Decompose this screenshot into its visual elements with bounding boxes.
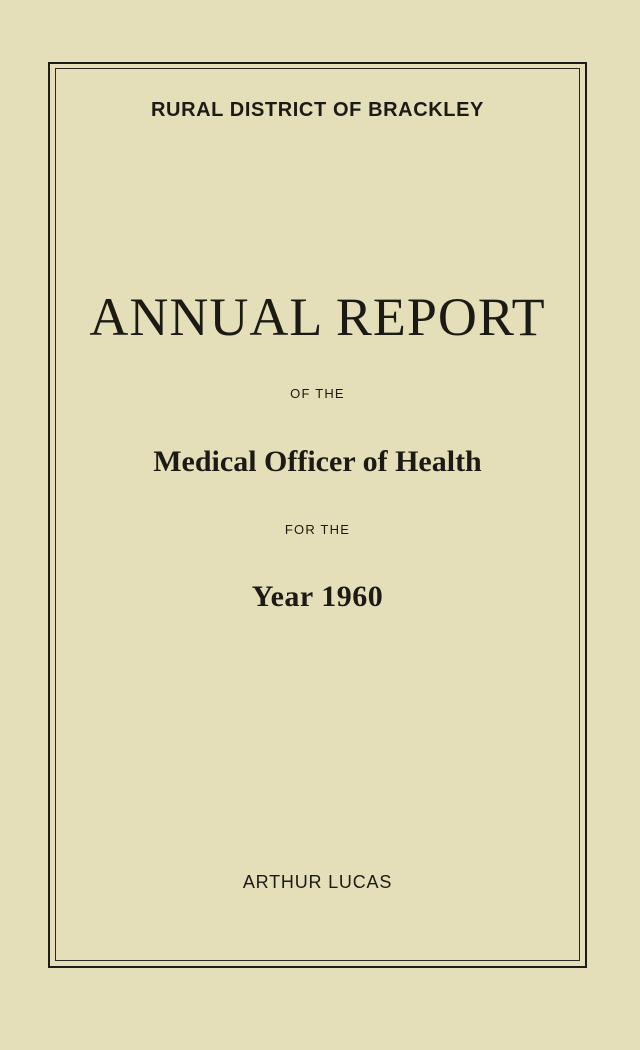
of-the-label: OF THE	[290, 386, 345, 401]
for-the-label: FOR THE	[284, 522, 351, 537]
author-name: ARTHUR LUCAS	[242, 872, 393, 892]
district-heading: RURAL DISTRICT OF BRACKLEY	[150, 99, 484, 121]
report-title: ANNUAL REPORT	[89, 287, 546, 347]
report-year: Year 1960	[251, 580, 384, 613]
subject-heading: Medical Officer of Health	[153, 445, 482, 478]
inner-border	[55, 68, 580, 961]
